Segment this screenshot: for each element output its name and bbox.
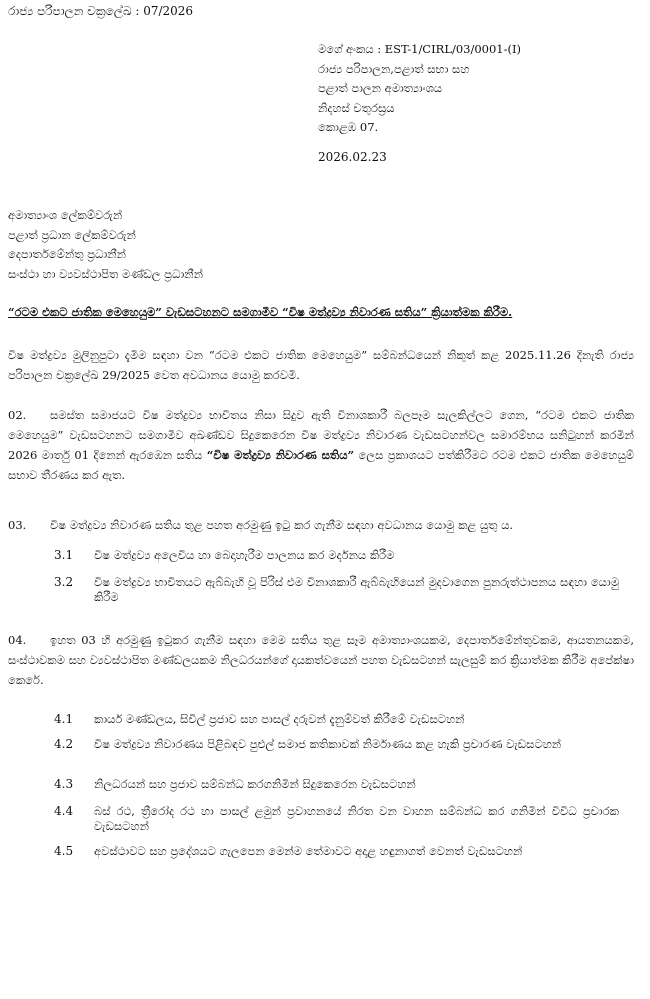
list-item-text: බස් රථ, ත්‍රීරෝද රථ හා පාසල් ළමුන් ප්‍රවාහනයේ නිරත වන වාහන සම්බන්ධ කර ගනිමින් විවිධ ප්‍රචාරක වැඩසටහන්: [94, 804, 619, 833]
sender-line: රාජ්‍ය පරිපාලන,පළාත් සභා සහ: [318, 61, 470, 76]
paragraph-04: [8, 630, 634, 690]
intro-paragraph: විෂ මත්ද්‍රව්‍ය මුලිනුපුටා දැමීම සඳහා වන “රටම එකට ජාතික මෙහෙයුම” සම්බන්ධයෙන් නිකුත් කළ 2025.11.26 දිනැති රාජ්‍ය පරිපාලන චක්‍රලේඛ 29/2025 වෙත අවධානය යොමු කරවමි.: [8, 348, 634, 382]
list-item-number: 4.5: [54, 844, 74, 858]
sender-block: [318, 40, 521, 138]
list-item-text: විෂ මත්ද්‍රව්‍ය අලෙවිය හා බෙදාහැරීම පාලනය කර මර්දනය කිරීම: [94, 548, 395, 562]
list-item-text: විෂ මත්ද්‍රව්‍ය නිවාරණය පිළිබඳව පුළුල් සමාජ කතිකාවක් නිර්මාණය කළ හැකි ප්‍රචාරණ වැඩසටහන්: [94, 737, 562, 751]
letter-date: 2026.02.23: [318, 150, 387, 164]
list-item: [54, 548, 619, 563]
reference-number: මගේ අංකය : EST-1/CIRL/03/0001-(I): [318, 42, 522, 56]
addressee-line: අමාත්‍යාංශ ලේකම්වරුන්: [8, 208, 123, 222]
paragraph-text: විෂ මත්ද්‍රව්‍ය නිවාරණ සතිය තුළ පහත අරමුණු ඉටු කර ගැනීම සඳහා අවධානය යොමු කළ යුතු ය.: [50, 518, 514, 532]
subject-line: “රටම එකට ජාතික මෙහෙයුම” වැඩසටහනට සමගාමීව “විෂ මත්ද්‍රව්‍ය නිවාරණ සතිය” ක්‍රියාත්මක කිරීම.: [8, 305, 513, 319]
list-item: [54, 844, 619, 859]
paragraph-text: සමස්ත සමාජයට විෂ මත්ද්‍රව්‍ය භාවිතය නිසා සිදුව ඇති විනාශකාරී බලපෑම සැලකිල්ලට ගෙන, “රටම එකට ජාතික මෙහෙයුම” වැඩසටහනට සමගාමීව අඛණ්ඩව සිදුකෙරෙන විෂ මත්ද්‍රව්‍ය නිවාරණ වැඩසටහන්වල සමාරම්භය සනිටුහන් කරමින් 2026 මාර්තු 01 දිනෙන් ඇරඹෙන සතිය: [8, 408, 634, 462]
list-item-number: 4.2: [54, 737, 74, 751]
list-item: [54, 737, 619, 752]
list-item: [54, 575, 619, 605]
paragraph-bold-text: “විෂ මත්ද්‍රව්‍ය නිවාරණ සතිය”: [206, 448, 355, 462]
addressee-line: සංස්ථා හා ව්‍යවස්ථාපිත මණ්ඩල ප්‍රධානීන්: [8, 266, 203, 281]
sender-line: නිදහස් චතුරස්‍රය: [318, 100, 395, 115]
list-item-text: නිලධරයන් සහ ප්‍රජාව සම්බන්ධ කරගනිමින් සිදුකෙරෙන වැඩසටහන්: [94, 777, 416, 791]
sender-line: පළාත් පාලන අමාත්‍යාංශය: [318, 81, 443, 95]
paragraph-text: ඉහත 03 හි අරමුණු ඉටුකර ගැනීම සඳහා මෙම සතිය තුළ සෑම අමාත්‍යාංශයකම, දෙපාර්තමේන්තුවකම, ආයතනයකම, සංස්ථාවකම සහ ව්‍යවස්ථාපිත මණ්ඩලයකම නිලධරයන්ගේ දායකත්වයෙන් පහත වැඩසටහන් සැලසුම් කර ක්‍රියාත්මක කිරීම අපේක්ෂා කෙරේ.: [8, 633, 634, 687]
list-item-number: 4.3: [54, 777, 74, 791]
list-item-number: 4.1: [54, 712, 74, 726]
paragraph-text: ලෙස ප්‍රකාශයට පත්කිරීමට රටම එකට ජාතික මෙහෙයුම් සභාව තීරණය කර ඇත.: [8, 448, 634, 482]
list-item-text: කාර්ය මණ්ඩලය, සිවිල් ප්‍රජාව සහ පාසල් දරුවන් දැනුම්වත් කිරීමේ වැඩසටහන්: [94, 712, 465, 726]
list-item-number: 3.1: [54, 548, 74, 562]
list-item: [54, 712, 619, 727]
paragraph-number: 02.: [8, 408, 27, 422]
list-item-number: 4.4: [54, 804, 74, 818]
sender-line: කොළඹ 07.: [318, 120, 379, 134]
addressee-line: පළාත් ප්‍රධාන ලේකම්වරුන්: [8, 227, 136, 242]
paragraph-02: [8, 405, 634, 485]
list-item-text: විෂ මත්ද්‍රව්‍ය භාවිතයට ඇබ්බැහි වූ පිරිස් එම විනාශකාරී ඇබ්බැහියෙන් මුදවාගෙන පුනරුත්ථාපනය සඳහා යොමු කිරීම: [94, 575, 619, 604]
list-item: [54, 804, 619, 834]
list-item-text: අවස්ථාවට සහ ප්‍රදේශයට ගැලපෙන මෙන්ම තේමාවට අදාළ හඳුනාගත් වෙනත් වැඩසටහන්: [94, 844, 523, 858]
paragraph-number: 03.: [8, 518, 27, 532]
circular-number: රාජ්‍ය පරිපාලන චක්‍රලේඛ : 07/2026: [8, 4, 194, 18]
addressee-block: [8, 206, 203, 284]
list-item: [54, 777, 619, 792]
paragraph-03: [8, 515, 634, 535]
list-item-number: 3.2: [54, 575, 74, 589]
paragraph-number: 04.: [8, 633, 27, 647]
addressee-line: දෙපාර්තමේන්තු ප්‍රධානීන්: [8, 247, 126, 261]
